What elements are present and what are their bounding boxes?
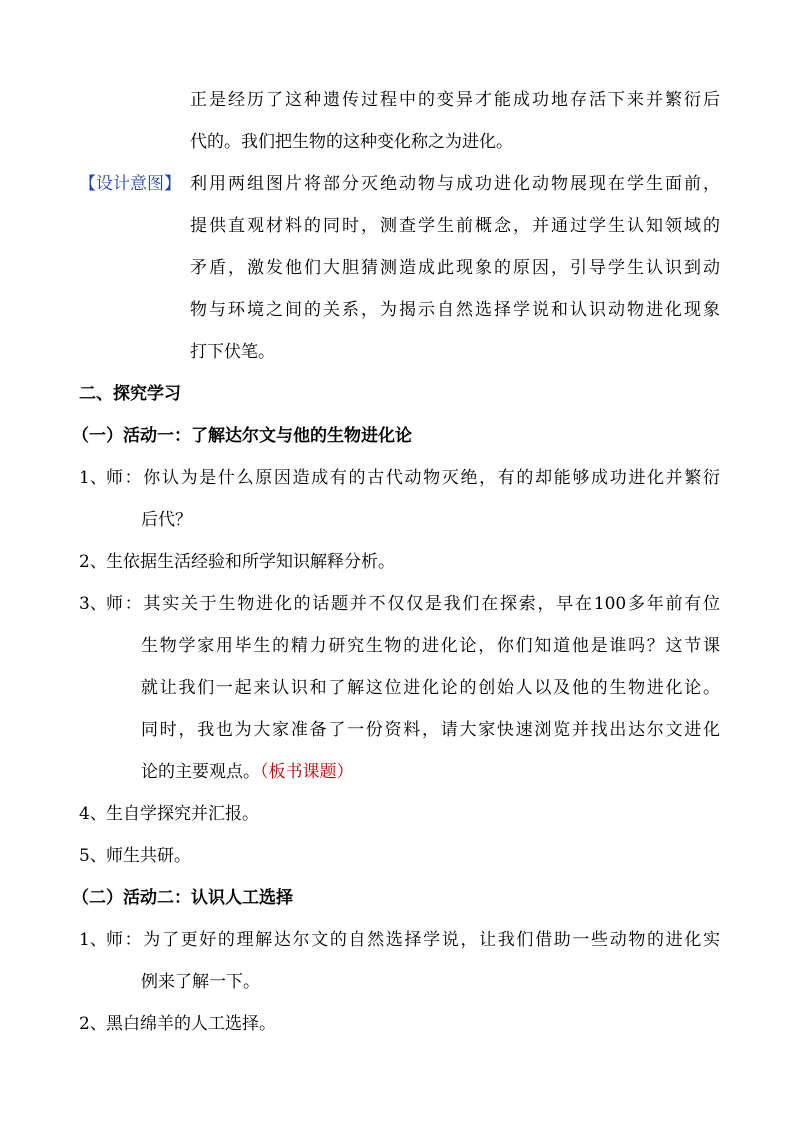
a1-item3-num: 3、 [79, 594, 107, 614]
activity2-heading: （二）活动二：认识人工选择 [72, 888, 293, 908]
intro-line-1: 正是经历了这种遗传过程中的变异才能成功地存活下来并繁衍后 [190, 90, 720, 110]
board-note: （板书课题） [260, 762, 354, 782]
activity1-heading: （一）活动一：了解达尔文与他的生物进化论 [72, 426, 412, 446]
design-intent-line-5: 打下伏笔。 [190, 342, 275, 362]
a2-item1-line1: 师：为了更好的理解达尔文的自然选择学说，让我们借助一些动物的进化实 [106, 930, 720, 950]
design-intent-line-1: 利用两组图片将部分灭绝动物与成功进化动物展现在学生面前， [190, 174, 720, 194]
a1-item3-line4: 同时，我也为大家准备了一份资料，请大家快速浏览并找出达尔文进化 [141, 720, 720, 740]
a1-item2-line1: 生依据生活经验和所学知识解释分析。 [106, 552, 395, 572]
design-intent-line-4: 物与环境之间的关系，为揭示自然选择学说和认识动物进化现象 [190, 300, 720, 320]
a1-item1-line1: 师：你认为是什么原因造成有的古代动物灭绝，有的却能够成功进化并繁衍 [106, 468, 720, 488]
a2-item1-line2: 例来了解一下。 [141, 972, 260, 992]
a1-item2-num: 2、 [79, 552, 107, 572]
a1-item3-line3: 就让我们一起来认识和了解这位进化论的创始人以及他的生物进化论。 [141, 678, 720, 698]
a1-item4-num: 4、 [79, 804, 107, 824]
design-intent-label: 【设计意图】 [79, 174, 181, 194]
a1-item3-line1: 师：其实关于生物进化的话题并不仅仅是我们在探索，早在100多年前有位 [106, 594, 720, 614]
design-intent-line-3: 矛盾，激发他们大胆猜测造成此现象的原因，引导学生认识到动 [190, 258, 720, 278]
a2-item1-num: 1、 [79, 930, 107, 950]
section-heading: 二、探究学习 [79, 384, 181, 404]
design-intent-line-2: 提供直观材料的同时，测查学生前概念，并通过学生认知领域的 [190, 216, 720, 236]
a1-item3-line5: 论的主要观点。 [141, 762, 260, 782]
a2-item2-num: 2、 [79, 1014, 107, 1034]
a1-item5-line1: 师生共研。 [106, 846, 191, 866]
a1-item3-line2: 生物学家用毕生的精力研究生物的进化论，你们知道他是谁吗？这节课 [141, 636, 720, 656]
intro-line-2: 代的。我们把生物的这种变化称之为进化。 [190, 132, 513, 152]
a1-item1-num: 1、 [79, 468, 107, 488]
a1-item3-line5-wrap [141, 761, 354, 783]
a1-item5-num: 5、 [79, 846, 107, 866]
a1-item4-line1: 生自学探究并汇报。 [106, 804, 259, 824]
a2-item2-line1: 黑白绵羊的人工选择。 [106, 1014, 276, 1034]
a1-item1-line2: 后代？ [141, 510, 192, 530]
